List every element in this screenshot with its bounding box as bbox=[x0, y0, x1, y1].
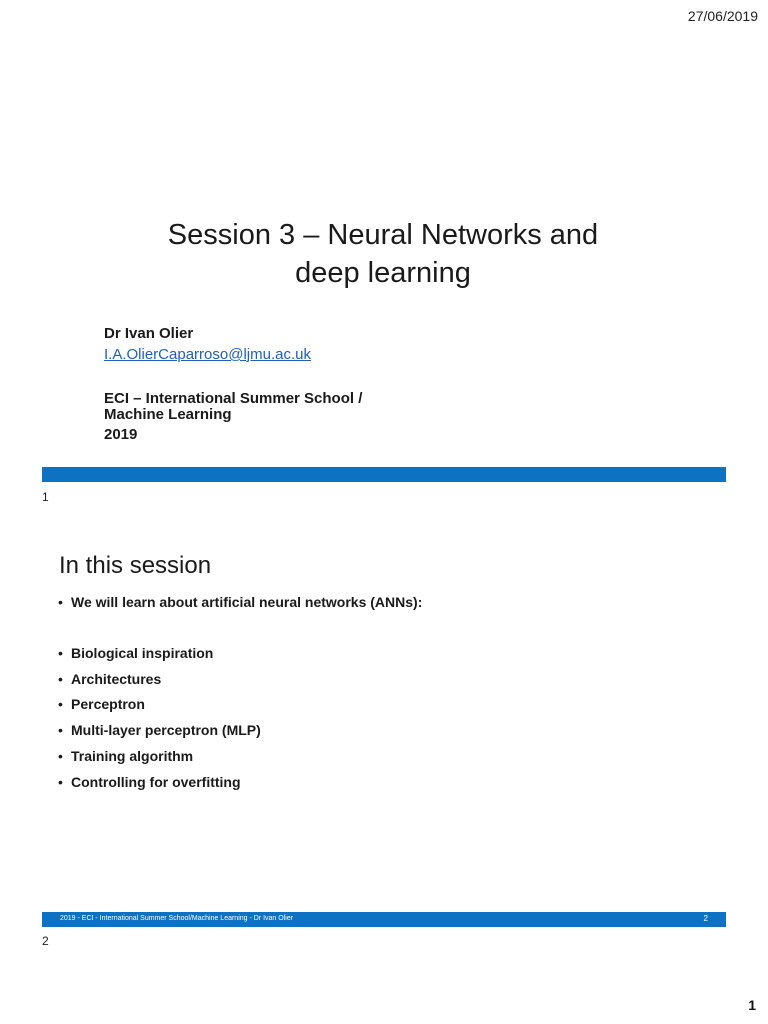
bullet-item bbox=[58, 645, 213, 661]
bullet-text: We will learn about artificial neural networks (ANNs): bbox=[71, 594, 423, 610]
slide-1-accent-bar bbox=[42, 467, 726, 482]
slide-1-number: 1 bbox=[42, 490, 49, 504]
slide-2-title: In this session bbox=[59, 552, 212, 579]
page-number: 1 bbox=[748, 997, 756, 1013]
bullet-item bbox=[58, 696, 145, 712]
bullet-icon: • bbox=[58, 774, 63, 790]
bullet-icon: • bbox=[58, 722, 63, 738]
bullet-text: Biological inspiration bbox=[71, 645, 214, 661]
bullet-item bbox=[58, 671, 161, 687]
bullet-icon: • bbox=[58, 671, 63, 687]
slide-2-footer-number: 2 bbox=[703, 914, 708, 923]
school-line-2: Machine Learning bbox=[104, 406, 232, 423]
slide-2-footer-bar bbox=[42, 912, 726, 927]
author-name: Dr Ivan Olier bbox=[104, 325, 194, 342]
year: 2019 bbox=[104, 426, 138, 443]
author-block bbox=[104, 325, 311, 364]
bullet-item bbox=[58, 594, 422, 610]
bullet-text: Training algorithm bbox=[71, 748, 194, 764]
slide-2-footer-text: 2019 - ECI - International Summer School/Machine Learning - Dr Ivan Olier bbox=[60, 915, 294, 922]
bullet-icon: • bbox=[58, 645, 63, 661]
bullet-item bbox=[58, 774, 241, 790]
bullet-text: Multi-layer perceptron (MLP) bbox=[71, 722, 261, 738]
header-date: 27/06/2019 bbox=[687, 8, 758, 24]
bullet-icon: • bbox=[58, 748, 63, 764]
school-block bbox=[104, 391, 404, 443]
slide-1-title bbox=[40, 216, 726, 292]
school-line-1: ECI – International Summer School / bbox=[104, 390, 363, 407]
slide-1-title-line-2: deep learning bbox=[295, 257, 471, 289]
bullet-text: Controlling for overfitting bbox=[71, 774, 241, 790]
bullet-icon: • bbox=[58, 594, 63, 610]
bullet-icon: • bbox=[58, 696, 63, 712]
author-email-link[interactable]: I.A.OlierCaparroso@ljmu.ac.uk bbox=[104, 346, 311, 363]
bullet-text: Architectures bbox=[71, 671, 162, 687]
slide-2-number: 2 bbox=[42, 934, 49, 948]
bullet-item bbox=[58, 748, 193, 764]
bullet-text: Perceptron bbox=[71, 696, 145, 712]
slide-1-title-line-1: Session 3 – Neural Networks and bbox=[167, 219, 599, 251]
bullet-item bbox=[58, 722, 261, 738]
